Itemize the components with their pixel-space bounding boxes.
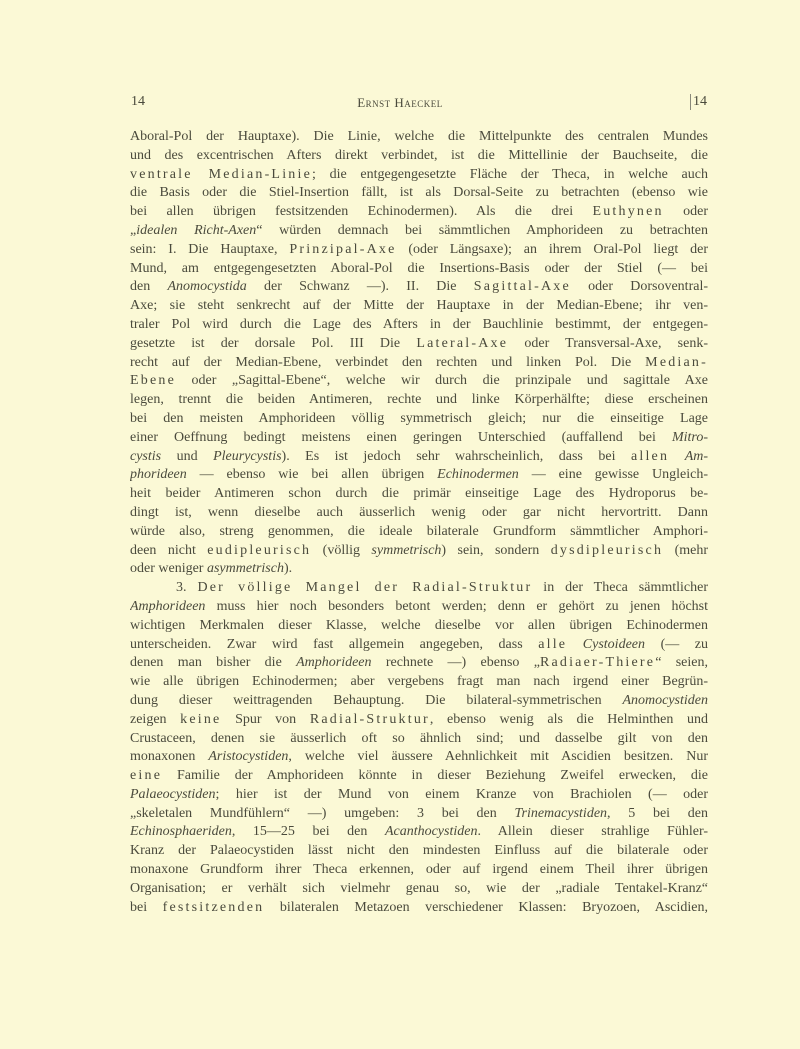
text-run: recht auf der Median-Ebene, verbindet den rechten und linken Pol. Die	[130, 354, 646, 370]
text-line	[130, 504, 708, 523]
text-line	[130, 711, 708, 730]
text-line	[130, 372, 708, 391]
text-run: , 5 bei den	[607, 805, 708, 821]
text-line	[130, 278, 708, 297]
text-run: legen, trennt die beiden Antimeren, rechte und linke Körperhälfte; diese erscheinen	[130, 392, 708, 408]
text-run: Crustaceen, denen sie äusserlich oft so ähnlich sind; und dasselbe gilt von den	[130, 730, 708, 746]
text-line	[130, 692, 708, 711]
text-run: unterscheiden. Zwar wird fast allgemein angegeben, dass	[130, 636, 539, 652]
text-line	[130, 880, 708, 899]
spaced-emphasis: eudipleurisch	[207, 542, 312, 558]
text-line	[130, 654, 708, 673]
italic-term: Mitro-	[671, 429, 708, 445]
text-line	[130, 485, 708, 504]
spaced-emphasis: keine	[180, 711, 222, 727]
spaced-emphasis: eine	[130, 768, 163, 784]
text-line	[130, 899, 708, 918]
italic-term: symmetrisch	[371, 542, 442, 558]
text-line	[130, 805, 708, 824]
text-run	[567, 637, 583, 652]
text-run: ) sein, sondern	[441, 542, 551, 558]
text-line	[130, 222, 708, 241]
text-run: Axe; sie steht senkrecht auf der Mitte der Hauptaxe in der Median-Ebene; ihr ven-	[130, 298, 708, 314]
text-run: Kranz der Palaeocystiden lässt nicht den mindesten Einfluss auf die bilaterale oder	[130, 843, 708, 859]
text-run: . Allein dieser strahlige Fühler-	[477, 824, 708, 840]
page-number-left: 14	[131, 94, 145, 109]
italic-term: Cystoideen	[582, 636, 646, 652]
text-run: (oder Längsaxe); an ihrem Oral-Pol liegt der	[396, 241, 708, 257]
text-line	[130, 354, 708, 373]
text-line	[130, 542, 708, 561]
italic-term: phorideen	[130, 467, 187, 483]
text-run: , 15—25 bei den	[231, 824, 385, 840]
text-run: oder	[663, 204, 708, 220]
text-run: einer Oeffnung bedingt meistens einen geringen Unterschied (auffallend bei	[130, 429, 672, 445]
text-run: Familie der Amphorideen könnte in dieser Beziehung Zweifel erwecken, die	[162, 768, 708, 784]
text-line	[130, 410, 708, 429]
text-run: , ebenso wenig als die Helminthen und	[429, 711, 708, 727]
text-run: Spur von	[221, 711, 310, 727]
text-line	[130, 730, 708, 749]
spaced-emphasis: Median-	[645, 354, 708, 370]
italic-term: Trinemacystiden	[514, 805, 608, 821]
text-run: würde also, streng genommen, die ideale bilaterale Grundform sämmtlicher Amphori-	[130, 523, 708, 539]
text-run: oder weniger	[130, 561, 207, 577]
text-line	[130, 861, 708, 880]
text-run: gesetzte ist der dorsale Pol. III Die	[130, 335, 417, 351]
text-line	[130, 335, 708, 354]
text-line	[130, 260, 708, 279]
text-line	[130, 429, 708, 448]
spaced-emphasis: ventrale Median-Linie	[130, 166, 312, 182]
text-line	[130, 128, 708, 147]
text-run: monaxonen	[130, 749, 209, 765]
text-run: sein: I. Die Hauptaxe,	[130, 241, 290, 257]
italic-term: Echinodermen	[437, 467, 519, 483]
text-line	[130, 523, 708, 542]
text-line	[130, 166, 708, 185]
text-run: die Basis oder die Stiel-Insertion fällt, ist als Dorsal-Seite zu betrachten (ebenso wie	[130, 185, 708, 201]
text-line	[130, 748, 708, 767]
italic-term: Amphorideen	[130, 598, 206, 614]
spaced-emphasis: Lateral-Axe	[416, 335, 509, 351]
text-run: ; die entgegengesetzte Fläche der Theca, in welche auch	[311, 166, 708, 182]
text-run: oder Transversal-Axe, senk-	[508, 335, 708, 351]
text-run: bilateralen Metazoen verschiedener Klassen: Bryozoen, Ascidien,	[264, 899, 708, 915]
spaced-emphasis: Ebene	[130, 373, 176, 389]
text-line	[130, 636, 708, 655]
text-run: wichtigen Merkmalen dieser Klasse, welche dieselbe vor allen übrigen Echinodermen	[130, 617, 708, 633]
text-line	[130, 617, 708, 636]
spaced-emphasis: Sagittal-Axe	[473, 279, 571, 295]
spaced-emphasis: alle	[538, 636, 568, 652]
italic-term: Aristocystiden	[208, 749, 289, 765]
text-run: zeigen	[130, 711, 181, 727]
text-run: bei den meisten Amphorideen völlig symmetrisch gleich; nur die einseitige Lage	[130, 410, 708, 426]
text-line	[130, 579, 708, 598]
spaced-emphasis: allen	[630, 448, 670, 464]
spaced-emphasis: festsitzenden	[162, 899, 265, 915]
spaced-emphasis: Radial-Struktur	[309, 711, 430, 727]
text-run: ; hier ist der Mund von einem Kranze von Brachiolen (— oder	[215, 786, 708, 802]
body-text	[130, 128, 708, 917]
text-line	[130, 391, 708, 410]
text-run: — ebenso wie bei allen übrigen	[186, 467, 438, 483]
text-run: oder „Sagittal-Ebene“, welche wir durch die prinzipale und sagittale Axe	[175, 373, 708, 389]
text-run: (völlig	[311, 542, 372, 558]
text-run: in der Theca sämmtlicher	[532, 580, 708, 596]
text-line	[130, 184, 708, 203]
spaced-emphasis: dysdipleurisch	[550, 542, 664, 558]
text-run: bei allen übrigen festsitzenden Echinodermen). Als die drei	[130, 204, 593, 220]
italic-term: asymmetrisch	[206, 561, 284, 577]
text-run: dingt ist, wenn dieselbe auch äusserlich wenig oder gar nicht hervortritt. Dann	[130, 504, 708, 520]
text-run: , welche viel äussere Aehnlichkeit mit Ascidien besitzen. Nur	[288, 749, 708, 765]
text-run: und	[161, 448, 214, 464]
spaced-emphasis: Euthynen	[592, 204, 664, 220]
text-run: rechnete —) ebenso „	[371, 655, 540, 671]
text-run	[669, 449, 685, 464]
text-run: und des excentrischen Afters direkt verbindet, ist die Mittellinie der Bauchseite, die	[130, 147, 708, 163]
spaced-emphasis: Der völlige Mangel der Radial-Struktur	[197, 580, 533, 596]
text-run: dung dieser weittragenden Behauptung. Die bilateral-symmetrischen	[130, 692, 623, 708]
text-run: Organisation; er verhält sich vielmehr genau so, wie der „radiale Tentakel-Kranz“	[130, 880, 708, 896]
text-line	[130, 316, 708, 335]
text-line	[130, 673, 708, 692]
italic-term: Pleurycystis	[213, 448, 282, 464]
text-run: „	[130, 222, 137, 238]
text-run: (— zu	[645, 636, 708, 652]
text-run: deen nicht	[130, 542, 208, 558]
text-run: — eine gewisse Ungleich-	[518, 467, 708, 483]
text-line	[130, 297, 708, 316]
text-line	[130, 767, 708, 786]
text-line	[130, 203, 708, 222]
text-line	[130, 786, 708, 805]
text-line	[130, 842, 708, 861]
text-run: Mund, am entgegengesetzten Aboral-Pol die Insertions-Basis oder der Stiel (— bei	[130, 260, 708, 276]
text-line	[130, 241, 708, 260]
text-run: 3.	[176, 580, 198, 596]
text-line	[130, 147, 708, 166]
text-run: (mehr	[663, 542, 708, 558]
text-line	[130, 560, 708, 579]
italic-term: Palaeocystiden	[130, 786, 216, 802]
spaced-emphasis: Prinzipal-Axe	[289, 241, 397, 257]
text-run: “ seien,	[655, 655, 708, 671]
text-line	[130, 448, 708, 467]
italic-term: cystis	[130, 448, 162, 464]
text-run: traler Pol wird durch die Lage des Afters in der Bauchlinie bestimmt, der entgegen-	[130, 316, 708, 332]
text-run: Aboral-Pol der Hauptaxe). Die Linie, welche die Mittelpunkte des centralen Mundes	[130, 129, 708, 144]
text-run: oder Dorsoventral-	[570, 279, 708, 295]
italic-term: Anomocystida	[167, 279, 247, 295]
text-run: muss hier noch besonders betont werden; denn er gehört zu jenen höchst	[205, 598, 708, 614]
text-run: denen man bisher die	[130, 655, 297, 671]
running-title: Ernst Haeckel	[357, 95, 443, 110]
text-run: den	[130, 279, 168, 295]
text-run: „skeletalen Mundfühlern“ —) umgeben: 3 bei den	[130, 805, 515, 821]
italic-term: Amphorideen	[296, 655, 372, 671]
spaced-emphasis: Radiaer-Thiere	[539, 655, 656, 671]
text-run: der Schwanz —). II. Die	[246, 279, 474, 295]
italic-term: Echinosphaeriden	[130, 824, 232, 840]
text-run: wie alle übrigen Echinodermen; aber vergebens fragt man nach irgend einer Begrün-	[130, 674, 708, 690]
italic-term: Anomocystiden	[622, 692, 708, 708]
text-run: ). Es ist jedoch sehr wahrscheinlich, dass bei	[281, 448, 631, 464]
text-run: monaxone Grundform ihrer Theca erkennen, oder auf irgend einem Theil ihrer übrigen	[130, 862, 708, 878]
text-line	[130, 823, 708, 842]
italic-term: idealen Richt-Axen	[136, 222, 257, 238]
text-run: ).	[283, 561, 293, 577]
text-line	[130, 598, 708, 617]
page-number-right: 14	[690, 94, 707, 110]
text-run: heit beider Antimeren schon durch die primär einseitige Lage des Hydroporus be-	[130, 486, 708, 502]
text-run: “ würden demnach bei sämmtlichen Amphorideen zu betrachten	[256, 222, 708, 238]
italic-term: Acanthocystiden	[384, 824, 478, 840]
text-run: bei	[130, 899, 163, 915]
text-line	[130, 466, 708, 485]
italic-term: Am-	[684, 448, 708, 464]
